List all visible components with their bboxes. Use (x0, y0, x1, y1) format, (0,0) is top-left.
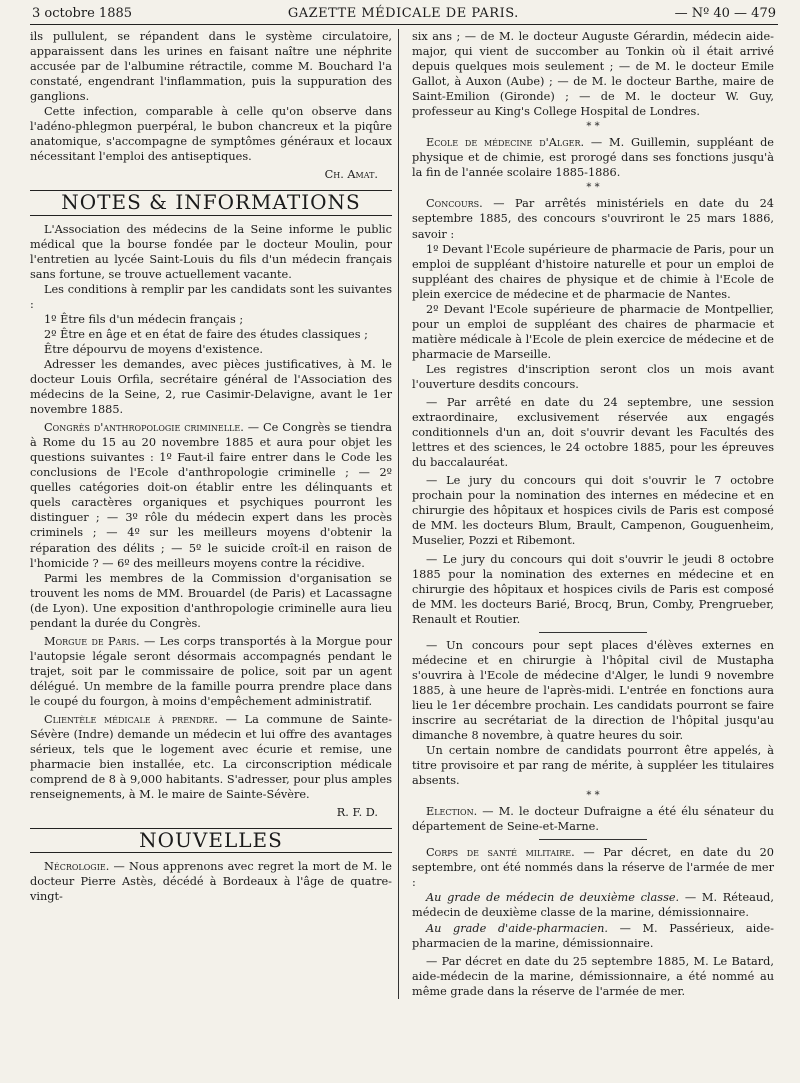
mustapha-paragraph: Un certain nombre de candidats pourront être appelés, à titre provisoire et par rang de mérite, à suppléer les titulaires absents. (412, 744, 774, 788)
header-journal-title: GAZETTE MÉDICALE DE PARIS. (287, 6, 519, 21)
election-heading: Election. (426, 805, 478, 819)
jury-externes-paragraph: — Le jury du concours qui doit s'ouvrir le jeudi 8 octobre 1885 pour la nomination des externes en médecine et en chirurgie des hôpitaux et hospices civils de Paris est composé de MM. les docteurs Barié, Brocq, Brun, Comby, Prengrueber, Renault et Routier. (412, 552, 774, 626)
notes-section-title: NOTES & INFORMATIONS (30, 190, 392, 215)
association-condition: 2º Être en âge et en état de faire des études classiques ; (44, 327, 368, 341)
morgue-paragraph: Morgue de Paris. — Les corps transportés à la Morgue pour l'autopsie légale seront désormais accompagnés pendant le trajet, soit par le commissaire de police, soit par un agent délégué. Un membre de la famille pourra prendre place dans le coupé du fourgon, à moins d'empêchement administratif. (30, 634, 393, 708)
association-condition: 1º Être fils d'un médecin français ; (44, 312, 244, 326)
corps-paragraph: Corps de santé militaire. — Par décret, en date du 20 septembre, ont été nommés dans la réserve de l'armée de mer : (412, 846, 774, 890)
alger-paragraph: Ecole de médecine d'Alger. — M. Guillemin, suppléant de physique et de chimie, est prorogé dans ses fonctions jusqu'à la fin de l'année scolaire 1885-1886. (412, 136, 774, 180)
clientele-paragraph: Clientèle médicale à prendre. — La commune de Sainte-Sévère (Indre) demande un médecin et lui offre des avantages sérieux, tels que le logement avec écurie et remise, une pharmacie bien installée, etc. La circonscription médicale comprend de 8 à 9,000 habitants. S'adresser, pour plus amples renseignements, à M. le maire de Sainte-Sévère. (30, 713, 393, 802)
association-paragraph: Les conditions à remplir par les candidats sont les suivantes : (30, 282, 392, 311)
concours-paragraph: 1º Devant l'Ecole supérieure de pharmacie de Paris, pour un emploi de suppléant d'histoire naturelle et pour un emploi de suppléant des chaires de physique et de chimie à l'Ecole de plein exercice de médecine et de pharmacie de Nantes. (412, 242, 774, 301)
decret-paragraph: — Par décret en date du 25 septembre 1885, M. Le Batard, aide-médecin de la marine, démissionnaire, a été nommé au même grade dans la réserve de l'armée de mer. (412, 954, 774, 998)
header-date: 3 octobre 1885 (32, 6, 133, 21)
nouvelles-section-title: NOUVELLES (30, 828, 392, 853)
separator-stars: * * (586, 182, 600, 194)
page-header (30, 6, 778, 25)
necrologie-heading: Nécrologie. (44, 860, 110, 874)
article-signature: Ch. Amat. (324, 168, 378, 182)
separator-rule (539, 632, 648, 633)
newspaper-page (30, 6, 778, 1076)
corps-grade-paragraph: Au grade de médecin de deuxième classe. — M. Réteaud, médecin de deuxième classe de la marine, démissionnaire. (412, 891, 774, 920)
congres-paragraph: Parmi les membres de la Commission d'organisation se trouvent les noms de MM. Brouardel (de Paris) et Lacassagne (de Lyon). Une exposition d'anthropologie criminelle aura lieu pendant la durée du Congrès. (30, 571, 392, 630)
congres-paragraph: Congrès d'anthropologie criminelle. — Ce Congrès se tiendra à Rome du 15 au 20 novembre 1885 et aura pour objet les questions suivantes : 1º Faut-il faire entrer dans le Code les conclusions de l'Ecole d'anthropologie criminelle ; — 2º quelles catégories doit-on établir entre les délinquants et quels caractères organiques et psychiques pourront les distinguer ; — 3º rôle du médecin expert dans les procès criminels ; — 4º sur les meilleurs moyens d'obtenir la réparation des délits ; — 5º le suicide croît-il en raison de l'homicide ? — 6º des meilleurs moyens contre la récidive. (30, 421, 392, 570)
association-paragraph: Adresser les demandes, avec pièces justificatives, à M. le docteur Louis Orfila, secrétaire général de l'Association des médecins de la Seine, 2, rue Casimir-Delavigne, avant le 1er novembre 1885. (30, 357, 392, 417)
necrologie-continued: six ans ; — de M. le docteur Auguste Gérardin, médecin aide-major, qui vient de succomber au Tonkin où il était arrivé depuis quelques mois seulement ; — de M. le docteur Emile Gallot, à Auxon (Aube) ; — de M. le docteur Barthe, maire de Saint-Emilion (Gironde) ; — de M. le docteur W. Guy, professeur au King's College Hospital de Londres. (412, 30, 774, 119)
mustapha-paragraph: — Un concours pour sept places d'élèves externes en médecine et en chirurgie à l'hôpital civil de Mustapha s'ouvrira à l'Ecole de médecine d'Alger, le lundi 9 novembre 1885, à une heure de l'après-midi. L'entrée en fonctions aura lieu le 1er décembre prochain. Les candidats pourront se faire inscrire au secrétariat de la direction de l'hôpital jusqu'au dimanche 8 novembre, à quatre heures du soir. (412, 638, 774, 743)
corps-grade-paragraph: Au grade d'aide-pharmacien. — M. Passérieux, aide-pharmacien de la marine, démissionnaire. (412, 921, 774, 950)
separator-rule (539, 839, 648, 840)
columns (30, 29, 778, 999)
association-condition: Être dépourvu de moyens d'existence. (44, 342, 263, 356)
concours-heading: Concours. (426, 197, 483, 211)
concours-paragraph: 2º Devant l'Ecole supérieure de pharmacie de Montpellier, pour un emploi de suppléant des chaires de pharmacie et matière médicale à l'Ecole de plein exercice de médecine et de pharmacie de Marseille. (412, 302, 774, 361)
grade-medecin-label: Au grade de médecin de deuxième classe. (426, 891, 680, 905)
article-end-paragraph: Cette infection, comparable à celle qu'on observe dans l'adéno-phlegmon puerpéral, le bubon chancreux et la piqûre anatomique, s'accompagne de symptômes généraux et locaux nécessitant l'emploi des antiseptiques. (30, 105, 392, 164)
necrologie-paragraph: Nécrologie. — Nous apprenons avec regret la mort de M. le docteur Pierre Astès, décédé à Bordeaux à l'âge de quatre-vingt- (30, 860, 392, 904)
column-divider (398, 29, 399, 999)
morgue-heading: Morgue de Paris. (44, 634, 140, 648)
concours-paragraph: Concours. — Par arrêtés ministériels en date du 24 septembre 1885, des concours s'ouvriront le 25 mars 1886, savoir : (412, 197, 774, 241)
congres-heading: Congrès d'anthropologie criminelle. (44, 421, 244, 435)
association-paragraph: L'Association des médecins de la Seine informe le public médical que la bourse fondée par le docteur Moulin, pour l'entretien au lycée Saint-Louis du fils d'un médecin français sans fortune, se trouve actuellement vacante. (30, 222, 392, 281)
left-column (30, 29, 402, 999)
alger-heading: Ecole de médecine d'Alger. (426, 136, 585, 150)
concours-paragraph: Les registres d'inscription seront clos un mois avant l'ouverture desdits concours. (412, 362, 774, 391)
clientele-signature: R. F. D. (336, 806, 378, 820)
separator-stars: * * (586, 121, 600, 133)
article-end-paragraph: ils pullulent, se répandent dans le système circulatoire, apparaissent dans les urines en faisant naître une néphrite accusée par de l'albumine rétractile, comme M. Bouchard l'a constaté, engendrant l'inflammation, puis la suppuration des ganglions. (30, 30, 392, 104)
grade-pharmacien-label: Au grade d'aide-pharmacien. (426, 921, 608, 935)
clientele-heading: Clientèle médicale à prendre. (44, 713, 218, 727)
jury-internes-paragraph: — Le jury du concours qui doit s'ouvrir le 7 octobre prochain pour la nomination des internes en médecine et en chirurgie des hôpitaux et hospices civils de Paris est composé de MM. les docteurs Blum, Brault, Campenon, Gouguenheim, Muselier, Pozzi et Ribemont. (412, 474, 774, 548)
header-issue-page: — Nº 40 — 479 (674, 6, 776, 21)
election-paragraph: Election. — M. le docteur Dufraigne a été élu sénateur du département de Seine-et-Marne. (412, 805, 774, 834)
right-column (402, 29, 774, 999)
session-paragraph: — Par arrêté en date du 24 septembre, une session extraordinaire, exclusivement réservée aux engagés conditionnels d'un an, doit s'ouvrir devant les Facultés des lettres et des sciences, le 24 octobre 1885, pour les épreuves du baccalauréat. (412, 396, 774, 470)
corps-heading: Corps de santé militaire. (426, 846, 575, 860)
separator-stars: * * (586, 790, 600, 802)
